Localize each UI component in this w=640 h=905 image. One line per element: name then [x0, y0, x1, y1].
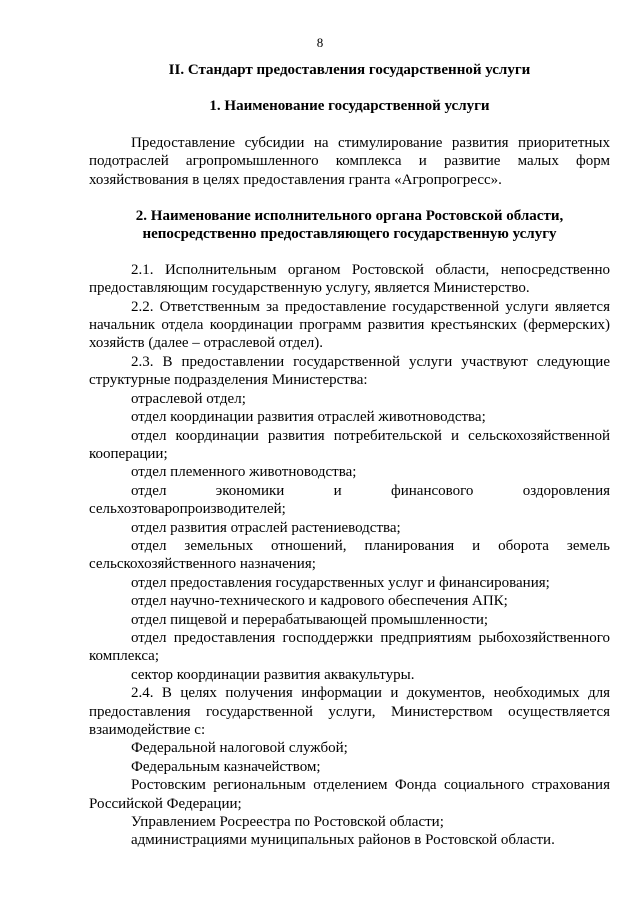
department-item: отдел предоставления государственных услуг и финансирования; — [131, 574, 550, 591]
partner-item: Ростовским региональным отделением Фонда социального страхования Российской Федерации; — [89, 777, 610, 812]
department-item: отдел земельных отношений, планирования и оборота земель сельскохозяйственного назначения; — [89, 537, 610, 573]
department-item: отдел координации развития отраслей животноводства; — [131, 409, 486, 426]
partner-item: Федеральной налоговой службой; — [131, 740, 348, 757]
subsection-1-text: Предоставление субсидии на стимулирование развития приоритетных подотраслей агропромышленного комплекса и развитие малых форм хозяйствования в целях предоставления гранта «Агропрогресс». — [89, 134, 610, 188]
department-item: отдел координации развития потребительской и сельскохозяйственной кооперации; — [89, 427, 610, 462]
partner-item: администрациями муниципальных районов в Ростовской области. — [131, 832, 555, 849]
subsection-1-title: 1. Наименование государственной услуги — [209, 98, 490, 115]
paragraph-2-2: 2.2. Ответственным за предоставление государственной услуги является начальник отдела координации программ развития крестьянских (фермерских) хозяйств (далее – отраслевой отдел). — [89, 298, 610, 352]
department-item: отдел экономики и финансового оздоровления сельхозтоваропроизводителей; — [89, 482, 610, 518]
partner-item: Федеральным казначейством; — [131, 758, 321, 775]
paragraph-2-4: 2.4. В целях получения информации и документов, необходимых для предоставления государственной услуги, Министерством осуществляется взаимодействие с: — [89, 685, 610, 738]
page-number: 8 — [316, 35, 324, 50]
department-item: отдел племенного животноводства; — [131, 464, 357, 481]
department-item: отдел научно-технического и кадрового обеспечения АПК; — [131, 593, 508, 610]
department-item: отдел предоставления господдержки предприятиям рыбохозяйственного комплекса; — [89, 629, 610, 665]
department-item: отдел пищевой и перерабатывающей промышленности; — [131, 611, 489, 628]
department-item: отраслевой отдел; — [131, 390, 246, 407]
section-title: II. Стандарт предоставления государственной услуги — [168, 62, 531, 78]
subsection-2-title: 2. Наименование исполнительного органа Ростовской области, непосредственно предоставляющего государственную услугу — [135, 208, 564, 243]
department-item: отдел развития отраслей растениеводства; — [131, 519, 401, 536]
paragraph-2-1: 2.1. Исполнительным органом Ростовской области, непосредственно предоставляющим государственную услугу, является Министерство. — [89, 261, 610, 297]
paragraph-2-3: 2.3. В предоставлении государственной услуги участвуют следующие структурные подразделения Министерства: — [89, 353, 610, 389]
department-item: сектор координации развития аквакультуры. — [131, 666, 415, 683]
partner-item: Управлением Росреестра по Ростовской области; — [131, 814, 444, 831]
document-body — [89, 61, 610, 850]
